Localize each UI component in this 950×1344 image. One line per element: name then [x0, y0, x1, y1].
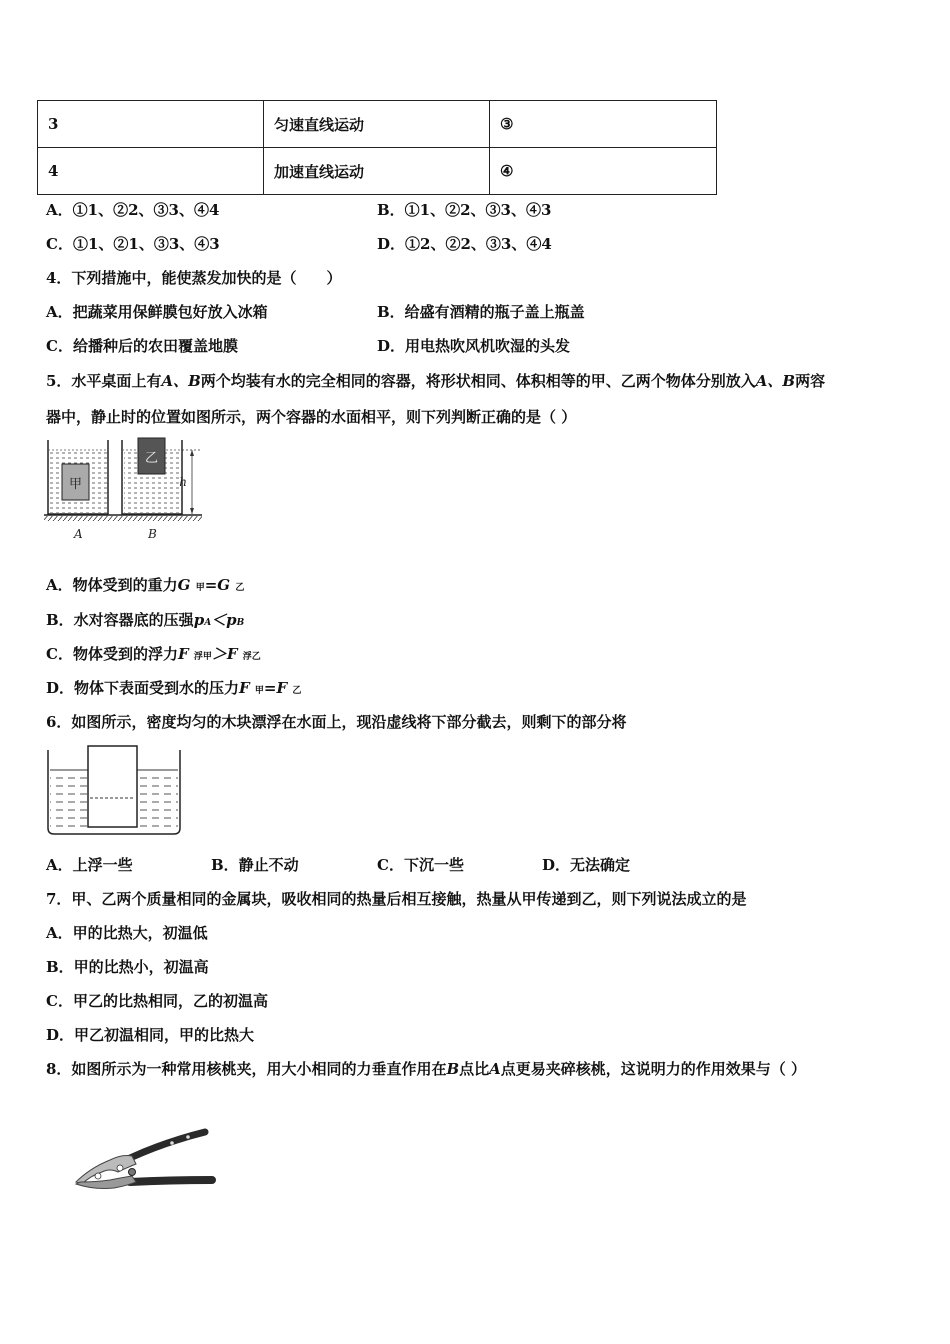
q5-var: ＜p: [211, 611, 237, 629]
q4-option-c: C．给播种后的农田覆盖地膜: [46, 337, 238, 355]
label-h: h: [179, 475, 187, 489]
q5-stem-part: 两个均装有水的完全相同的容器，将形状相同、体积相等的甲、乙两个物体分别放入: [200, 372, 756, 390]
q5-option-text: B．水对容器底的压强: [46, 611, 194, 629]
q5-sub: 甲: [254, 686, 264, 696]
table-cell: 4: [38, 148, 264, 195]
q5-stem-part: 两容: [795, 372, 826, 390]
table-cell: ③: [490, 101, 717, 148]
table-cell: 加速直线运动: [264, 148, 490, 195]
q3-option-d: D．①2、②2、③3、④4: [377, 235, 552, 253]
label-a: A: [74, 527, 83, 541]
q7-option-b: B．甲的比热小，初温高: [46, 958, 209, 976]
q4-stem: 4．下列措施中，能使蒸发加快的是（ ）: [46, 269, 342, 287]
q5-option-text: A．物体受到的重力: [46, 576, 178, 594]
q4-option-d: D．用电热吹风机吹湿的头发: [377, 337, 571, 355]
nutcracker-figure: [70, 1128, 220, 1200]
q7-option-c: C．甲乙的比热相同，乙的初温高: [46, 992, 268, 1010]
q5-var: p: [193, 611, 205, 629]
q4-option-a: A．把蔬菜用保鲜膜包好放入冰箱: [46, 303, 268, 321]
q6-option-d: D．无法确定: [542, 856, 631, 874]
q5-option-c: [46, 643, 261, 664]
q3-option-b: B．①1、②2、③3、④3: [377, 201, 552, 219]
q7-option-d: D．甲乙初温相同，甲的比热大: [46, 1026, 255, 1044]
q7-option-a: A．甲的比热大，初温低: [46, 924, 208, 942]
two-containers-figure: [44, 436, 204, 544]
q3-option-c: C．①1、②1、③3、④3: [46, 235, 220, 253]
q8-point-a: A: [489, 1060, 501, 1078]
q8-stem-part: 点更易夹碎核桃，这说明力的作用效果与（ ）: [500, 1060, 807, 1078]
q5-sub: 乙: [235, 583, 245, 593]
table-cell: 匀速直线运动: [264, 101, 490, 148]
q8-stem-part: 8．如图所示为一种常用核桃夹，用大小相同的力垂直作用在: [46, 1060, 447, 1078]
table-cell: ④: [490, 148, 717, 195]
q5-ab: A、B: [161, 372, 201, 390]
q5-option-b: [46, 609, 244, 630]
q6-option-b: B．静止不动: [211, 856, 299, 874]
q5-option-text: C．物体受到的浮力: [46, 645, 178, 663]
q5-option-d: [46, 677, 301, 698]
q5-var: =G: [204, 576, 231, 594]
q5-ab: A、B: [755, 372, 796, 390]
upper-handle: [130, 1132, 205, 1158]
table-row: [38, 148, 717, 195]
q5-var: ＞F: [211, 645, 238, 663]
motion-table: [37, 100, 717, 195]
q6-stem: 6．如图所示，密度均匀的木块漂浮在水面上，现沿虚线将下部分截去，则剩下的部分将: [46, 713, 627, 731]
q6-option-a: A．上浮一些: [46, 856, 133, 874]
q5-stem-part: 5．水平桌面上有: [46, 372, 162, 390]
q5-sub: 乙: [292, 686, 302, 696]
wood-block: [88, 746, 137, 827]
q8-point-b: B: [446, 1060, 460, 1078]
pivot: [129, 1169, 136, 1176]
q5-option-a: [46, 574, 244, 595]
q5-option-text: D．物体下表面受到水的压力: [46, 679, 240, 697]
lower-handle: [130, 1180, 212, 1182]
q5-var: =F: [263, 679, 288, 697]
q5-sub: 甲: [195, 583, 205, 593]
table-row: [38, 101, 717, 148]
q3-option-a: A．①1、②2、③3、④4: [46, 201, 220, 219]
q5-sub: 浮乙: [242, 652, 261, 662]
q5-sub: 浮甲: [193, 652, 212, 662]
floating-block-figure: [44, 742, 184, 838]
q7-stem: 7．甲、乙两个质量相同的金属块，吸收相同的热量后相互接触，热量从甲传递到乙，则下列说法成立的是: [46, 890, 747, 908]
q5-stem-line1: [46, 370, 825, 391]
q5-var: F: [239, 679, 250, 697]
q5-sub: A: [204, 618, 212, 628]
label-b: B: [148, 527, 157, 541]
q5-sub: B: [236, 618, 245, 628]
label-yi: 乙: [144, 451, 159, 466]
table-cell: 3: [38, 101, 264, 148]
q8-stem: [46, 1058, 806, 1079]
q6-option-c: C．下沉一些: [377, 856, 464, 874]
q5-stem-line2: 器中，静止时的位置如图所示，两个容器的水面相平，则下列判断正确的是（ ）: [46, 408, 577, 426]
q4-option-b: B．给盛有酒精的瓶子盖上瓶盖: [377, 303, 585, 321]
q5-var: F: [177, 645, 189, 663]
q5-var: G: [177, 576, 191, 594]
q8-stem-part: 点比: [459, 1060, 490, 1078]
label-jia: 甲: [68, 477, 83, 492]
